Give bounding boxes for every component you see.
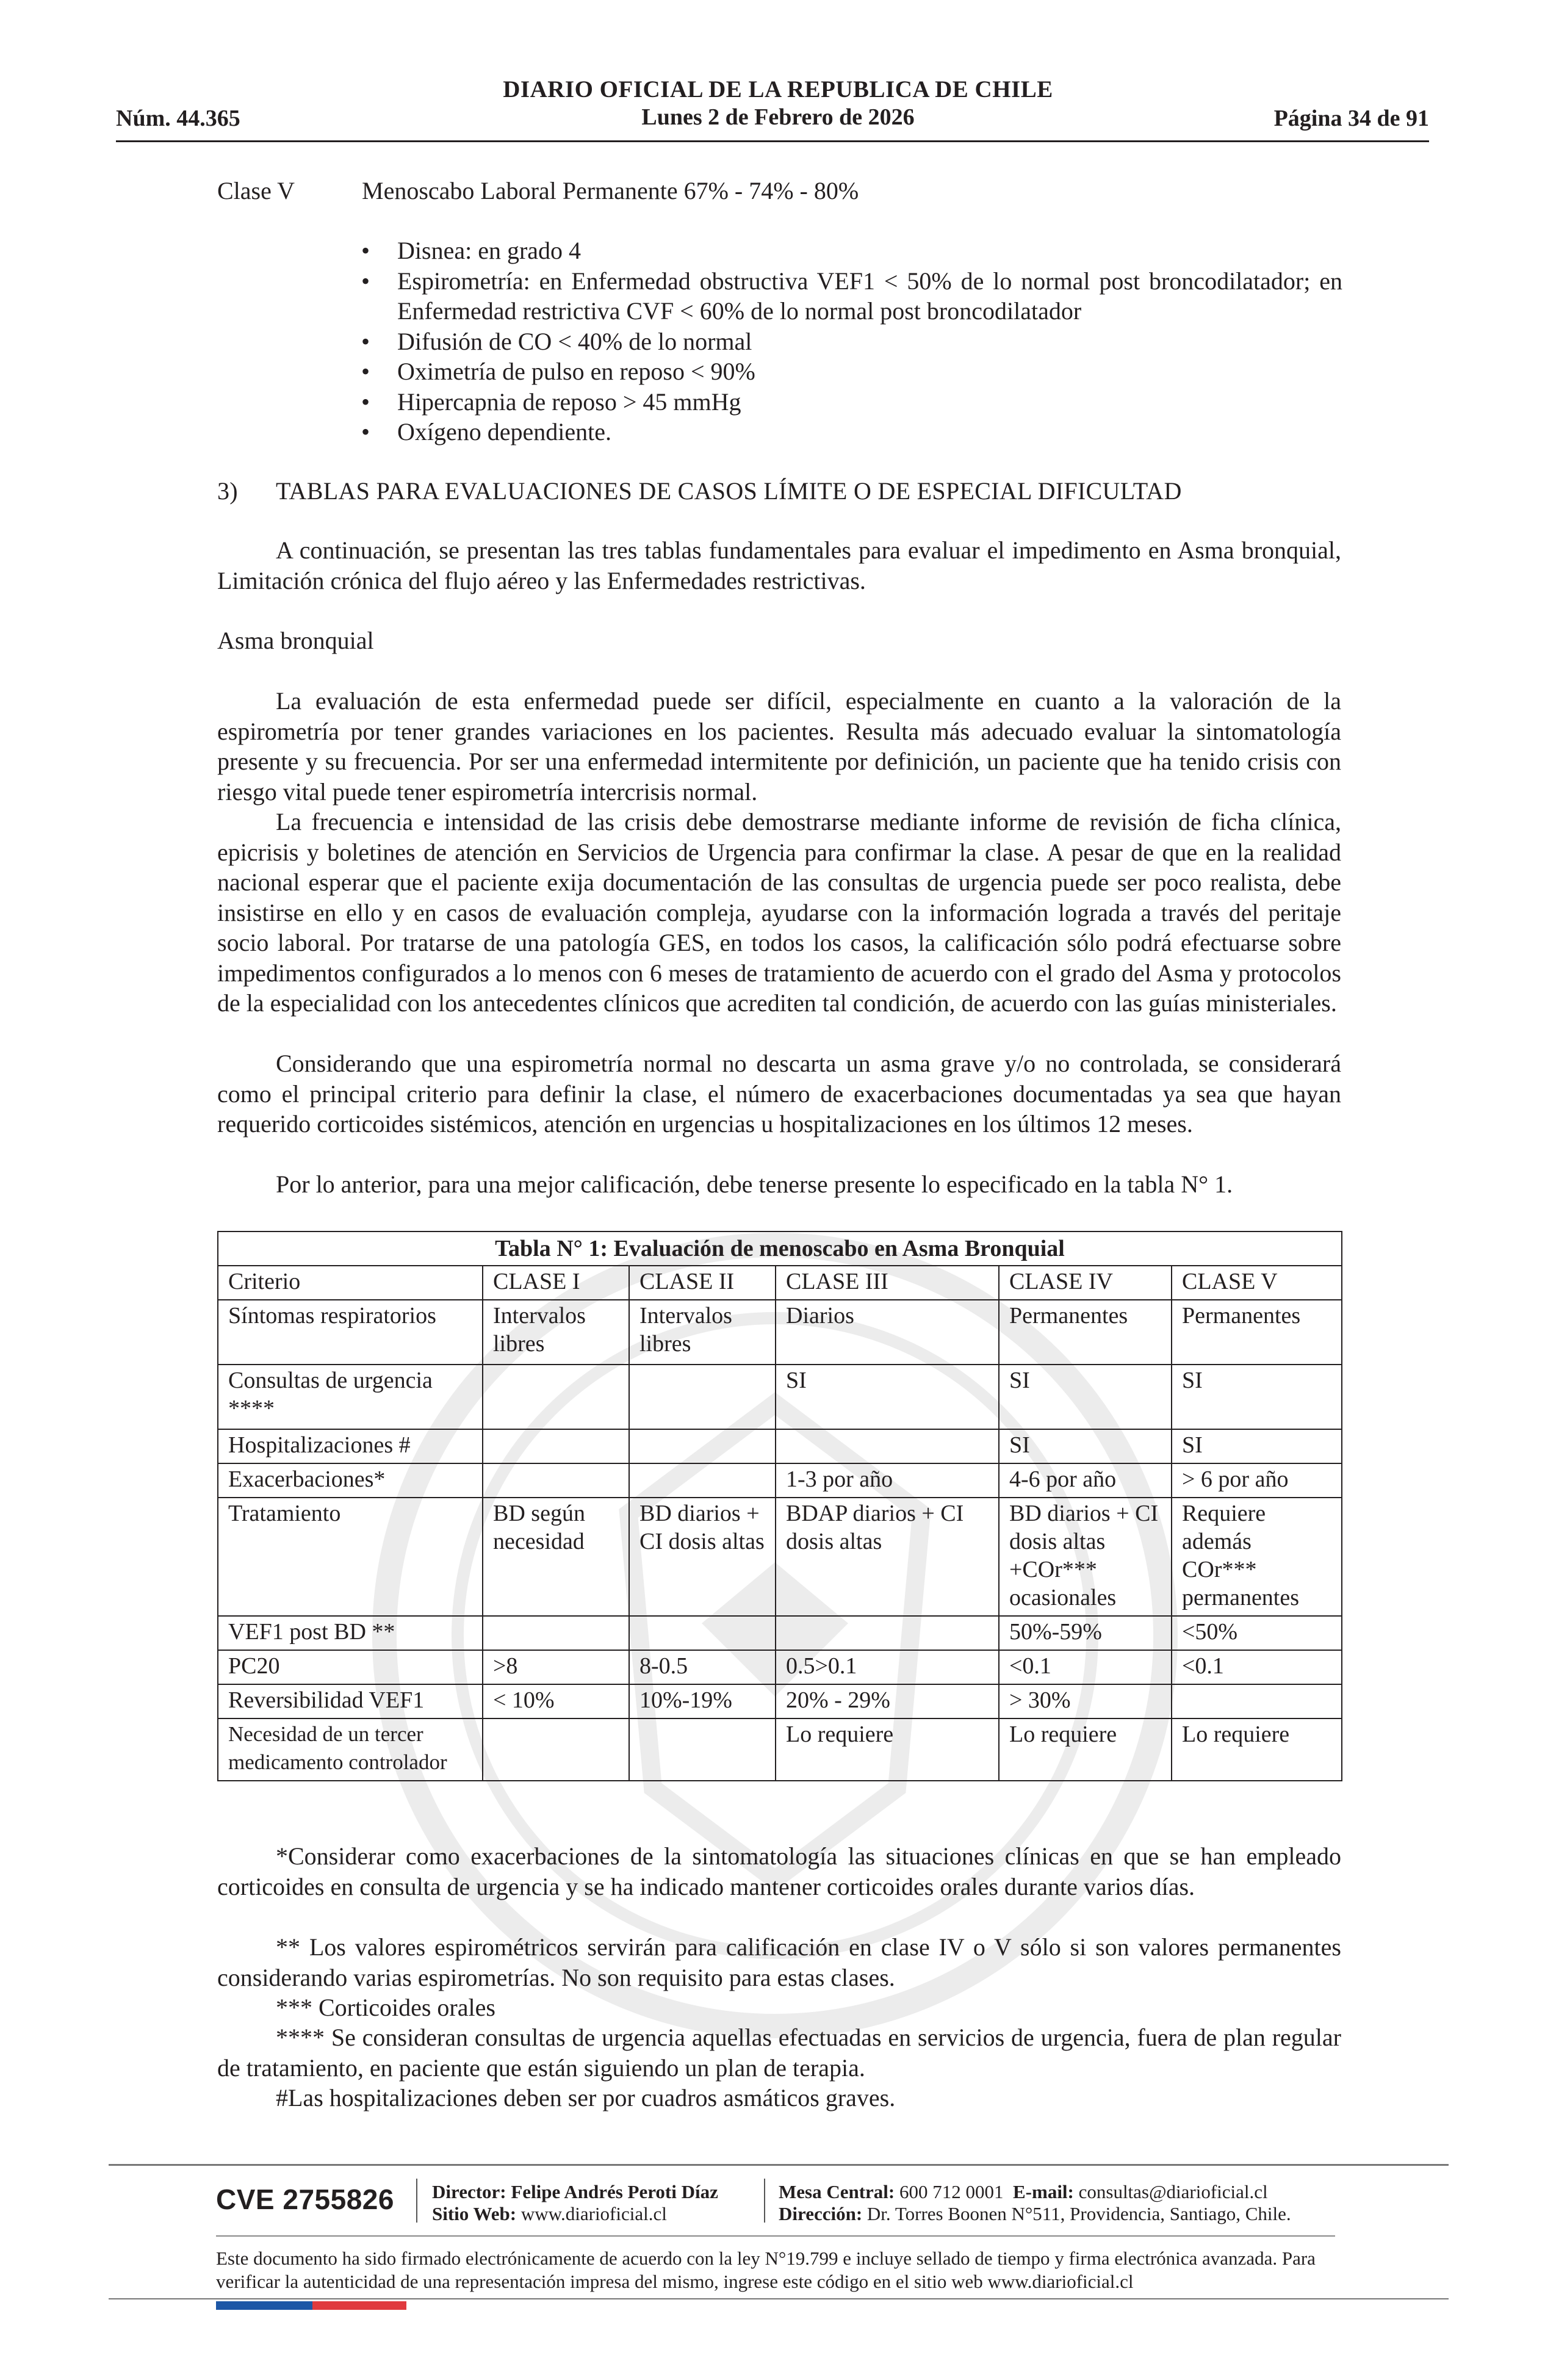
footer-divider [216,2235,1335,2237]
table-cell [483,1463,629,1498]
footnote-consultas: **** Se consideran consultas de urgencia aquellas efectuadas en servicios de urgencia, fuera de plan regular de tratamiento, en paciente que están siguiendo un plan de terapia. [217,2024,1341,2082]
table-cell: 1-3 por año [776,1463,999,1498]
section-3-intro: A continuación, se presentan las tres tablas fundamentales para evaluar el impedimento en Asma bronquial, Limitación crónica del flujo aéreo y las Enfermedades restrictivas. [217,536,1341,594]
footer-divider [109,2298,1449,2299]
table-cell [776,1616,999,1650]
table-cell: SI [776,1365,999,1429]
table-cell: > 30% [999,1684,1172,1718]
page-number: Página 34 de 91 [1273,106,1429,131]
list-item: • Espirometría: en Enfermedad obstructiva VEF1 < 50% de lo normal post broncodilatador; en Enfermedad restrictiva CVF < 60% de lo normal post broncodilatador [359,266,1342,326]
section-3-heading [217,476,1182,507]
table-cell: Tratamiento [218,1498,483,1616]
table-cell: Consultas de urgencia **** [218,1365,483,1429]
newspaper-title: DIARIO OFICIAL DE LA REPUBLICA DE CHILE [503,76,1053,103]
column-header: CLASE IV [999,1266,1172,1300]
table-cell: Necesidad de un tercer medicamento controlador [218,1718,483,1781]
footnote-exacerbaciones: *Considerar como exacerbaciones de la sintomatología las situaciones clínicas en que se han empleado corticoides en consulta de urgencia y se ha indicado mantener corticoides orales durante varios días. [217,1842,1341,1900]
table-cell: 0.5>0.1 [776,1650,999,1684]
table-cell: > 6 por año [1172,1463,1342,1498]
table-cell: SI [1172,1365,1342,1429]
table-cell: 8-0.5 [629,1650,776,1684]
address-value: Dr. Torres Boonen N°511, Providencia, Santiago, Chile. [866,2203,1291,2224]
table-cell: BD diarios + CI dosis altas [629,1498,776,1616]
column-header: Criterio [218,1266,483,1300]
table-cell: Exacerbaciones* [218,1463,483,1498]
mesa-label: Mesa Central: [779,2181,895,2202]
list-item: • Disnea: en grado 4 [359,236,1342,266]
table-cell: Reversibilidad VEF1 [218,1684,483,1718]
footnote-corticoides: *** Corticoides orales [276,1994,495,2021]
table-cell: BD según necesidad [483,1498,629,1616]
email-label: E-mail: [1013,2181,1074,2202]
footer-divider [109,2164,1449,2166]
asma-paragraph-1: La evaluación de esta enfermedad puede ser difícil, especialmente en cuanto a la valoración de la espirometría por tener grandes variaciones en los pacientes. Resulta más adecuado evaluar la sintomatología presente y su frecuencia. Por ser una enfermedad intermitente por definición, un paciente que ha tenido crisis con riesgo vital puede tener espirometría intercrisis normal. [217,687,1341,806]
table-cell: Diarios [776,1300,999,1365]
website-link[interactable]: www.diarioficial.cl [520,2203,667,2224]
table-row [218,1650,1342,1684]
footnote-espirometria: ** Los valores espirométricos servirán para calificación en clase IV o V sólo si son valores permanentes considerando varias espirometrías. No son requisito para estas clases. [217,1933,1341,1991]
director-name: Felipe Andrés Peroti Díaz [511,2181,718,2202]
table-row [218,1616,1342,1650]
table-cell: 20% - 29% [776,1684,999,1718]
table-cell: Lo requiere [999,1718,1172,1781]
table-cell [629,1616,776,1650]
legal-notice: Este documento ha sido firmado electrónicamente de acuerdo con la ley N°19.799 e incluye sellado de tiempo y firma electrónica avanzada. Para verificar la autenticidad de una representación impresa del mismo, ingrese este código en el sitio web www.diarioficial.cl [216,2248,1316,2292]
table-cell [1172,1684,1342,1718]
table-cell [483,1429,629,1463]
table-cell: Lo requiere [776,1718,999,1781]
column-header: CLASE V [1172,1266,1342,1300]
table-cell [629,1365,776,1429]
column-header: CLASE I [483,1266,629,1300]
address-label: Dirección: [779,2203,863,2224]
header-divider [116,140,1429,142]
table-cell: VEF1 post BD ** [218,1616,483,1650]
list-item: • Difusión de CO < 40% de lo normal [359,326,1342,357]
table-cell: BDAP diarios + CI dosis altas [776,1498,999,1616]
table-cell [629,1463,776,1498]
table-cell: <0.1 [1172,1650,1342,1684]
table-row [218,1429,1342,1463]
table-cell: Hospitalizaciones # [218,1429,483,1463]
table-cell: 50%-59% [999,1616,1172,1650]
clase-v-bullet-list [359,236,1342,447]
section-number: 3) [217,477,238,505]
table-cell [483,1616,629,1650]
table-cell: SI [999,1365,1172,1429]
list-item: • Oximetría de pulso en reposo < 90% [359,356,1342,387]
issue-date: Lunes 2 de Febrero de 2026 [641,104,915,130]
table-cell: SI [999,1429,1172,1463]
table-cell: PC20 [218,1650,483,1684]
asma-evaluation-table [217,1231,1342,1781]
mesa-phone: 600 712 0001 [899,2181,1004,2202]
list-item: • Oxígeno dependiente. [359,417,1342,447]
asma-paragraph-3: Considerando que una espirometría normal no descarta un asma grave y/o no controlada, se considerará como el principal criterio para definir la clase, el número de exacerbaciones documentadas ya sea que hayan requerido corticoides sistémicos, atención en urgencias u hospitalizaciones en los últimos 12 meses. [217,1050,1341,1138]
clase-v-label: Clase V [217,177,295,204]
cve-code: CVE 2755826 [216,2183,394,2215]
table-cell [629,1429,776,1463]
clase-v-text: Menoscabo Laboral Permanente 67% - 74% - 80% [362,177,859,204]
table-caption: Tabla N° 1: Evaluación de menoscabo en Asma Bronquial [218,1231,1342,1266]
table-cell: Síntomas respiratorios [218,1300,483,1365]
website-label: Sitio Web: [432,2203,517,2224]
flag-stripe-red [312,2301,406,2310]
table-row [218,1365,1342,1429]
footnote-hospitalizaciones: #Las hospitalizaciones deben ser por cuadros asmáticos graves. [276,2084,896,2111]
table-cell: Requiere además COr*** permanentes [1172,1498,1342,1616]
table-cell [483,1365,629,1429]
issue-number: Núm. 44.365 [116,106,240,131]
table-cell: 4-6 por año [999,1463,1172,1498]
asma-heading: Asma bronquial [217,627,374,654]
table-cell: >8 [483,1650,629,1684]
email-link[interactable]: consultas@diarioficial.cl [1078,2181,1268,2202]
table-row [218,1684,1342,1718]
director-label: Director: [432,2181,506,2202]
footer-separator [764,2179,765,2223]
section-title: TABLAS PARA EVALUACIONES DE CASOS LÍMITE O DE ESPECIAL DIFICULTAD [276,477,1182,505]
asma-paragraph-2: La frecuencia e intensidad de las crisis debe demostrarse mediante informe de revisión de ficha clínica, epicrisis y boletines de atención en Servicios de Urgencia para confirmar la clase. A pesar de que en la realidad nacional esperar que el paciente exija documentación de las consultas de urgencia puede ser poco realista, debe insistirse en ello y en casos de evaluación compleja, ayudarse con la información lograda a través del peritaje socio laboral. Por tratarse de una patología GES, en todos los casos, la calificación sólo podrá efectuarse sobre impedimentos configurados a lo menos con 6 meses de tratamiento de acuerdo con el grado del Asma y protocolos de la especialidad con los antecedentes clínicos que acrediten tal condición, de acuerdo con las guías ministeriales. [217,808,1341,1017]
table-cell: 10%-19% [629,1684,776,1718]
table-row [218,1498,1342,1616]
table-cell: Lo requiere [1172,1718,1342,1781]
table-cell [629,1718,776,1781]
clase-v-heading [217,176,859,206]
table-row [218,1300,1342,1365]
table-cell [776,1429,999,1463]
table-cell: BD diarios + CI dosis altas +COr*** ocasionales [999,1498,1172,1616]
table-cell: Permanentes [1172,1300,1342,1365]
asma-paragraph-4: Por lo anterior, para una mejor calificación, debe tenerse presente lo especificado en la tabla N° 1. [276,1170,1233,1198]
table-cell [483,1718,629,1781]
table-cell: SI [1172,1429,1342,1463]
table-row [218,1463,1342,1498]
column-header: CLASE II [629,1266,776,1300]
table-header-row [218,1266,1342,1300]
table-cell: < 10% [483,1684,629,1718]
footer-director-block [432,2181,718,2225]
flag-stripe-blue [216,2301,312,2310]
list-item: • Hipercapnia de reposo > 45 mmHg [359,387,1342,417]
table-cell: Permanentes [999,1300,1172,1365]
table-cell: Intervalos libres [629,1300,776,1365]
table-cell: <0.1 [999,1650,1172,1684]
footer-contact-block [779,2181,1291,2225]
column-header: CLASE III [776,1266,999,1300]
table-row [218,1718,1342,1781]
footer-separator [416,2179,417,2223]
table-cell: Intervalos libres [483,1300,629,1365]
table-cell: <50% [1172,1616,1342,1650]
